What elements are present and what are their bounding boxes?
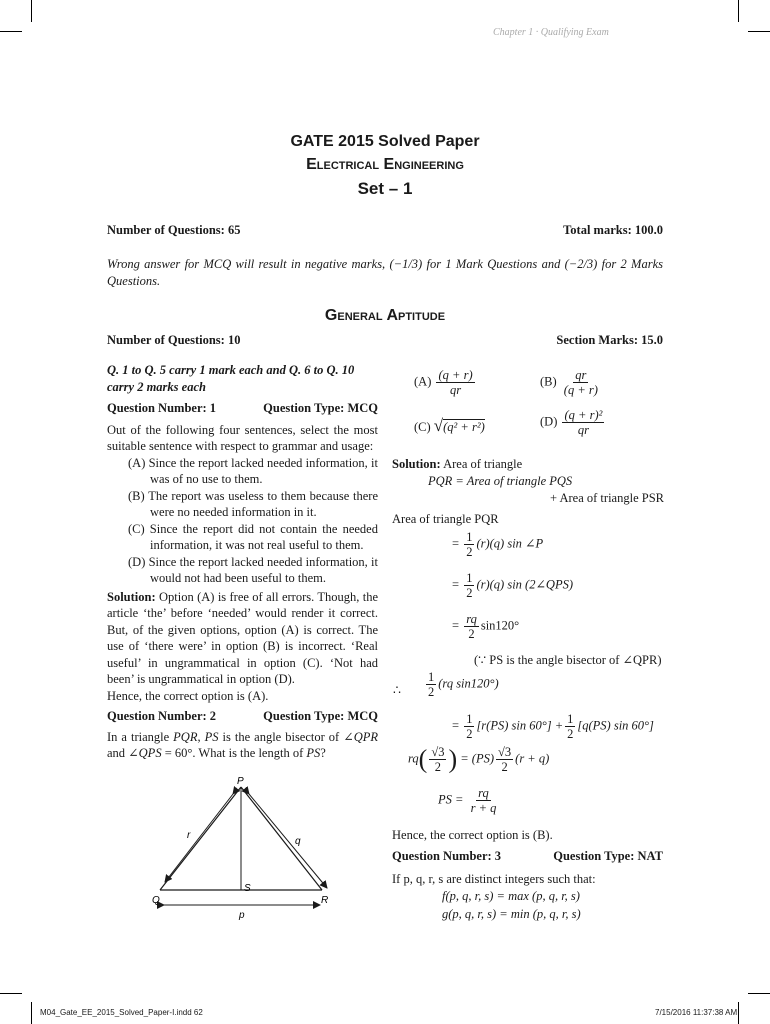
q1-option: (C) Since the report did not contain the needed information, it was not real useful to them. xyxy=(128,521,378,552)
instructions: Wrong answer for MCQ will result in negative marks, (−1/3) for 1 Mark Questions and (−2/3) for 2 Marks Questions. xyxy=(107,257,663,288)
left-column xyxy=(107,362,378,762)
q3-text: If p, q, r, s are distinct integers such that: xyxy=(392,872,596,886)
label-r-side: r xyxy=(187,830,191,841)
q1-option: (B) The report was useless to them because there were no needed information in it. xyxy=(128,488,378,519)
triangle-diagram xyxy=(140,772,350,922)
q2-answer: Hence, the correct option is (B). xyxy=(392,828,553,842)
q3-function-g: g(p, q, r, s) = min (p, q, r, s) xyxy=(442,907,581,921)
crop-mark xyxy=(31,1002,32,1024)
crop-mark xyxy=(0,31,22,32)
solution-text: Option (A) is free of all errors. Though, the article ‘the’ before ‘needed’ would render it correct. But, of the given options, option (A) is correct. The use of ‘there were’ in option (B) is incorrect. ‘Real useful’ in ungrammatical in option (C). ‘Not had been’ is ungrammatical in option (D). xyxy=(107,589,379,686)
option-b: (B) $\frac{qr}{(q + r)}$ xyxy=(540,368,598,397)
marks-note: Q. 1 to Q. 5 carry 1 mark each and Q. 6 to Q. 10 carry 2 marks each xyxy=(107,363,355,394)
q2-solution-line: PQR = Area of triangle PQS xyxy=(428,474,573,488)
equation-6: rq( $\frac{√3}{2}$ ) = (PS) $\frac{√3}{2}$ (r + q) xyxy=(408,744,550,774)
label-r-vertex: R xyxy=(321,895,329,906)
q1-solution xyxy=(107,589,378,688)
q1-answer: Hence, the correct option is (A). xyxy=(107,688,269,703)
equation-7: PS = $\frac{rq}{r + q}$ xyxy=(438,786,497,815)
arrow-r xyxy=(165,794,233,882)
option-d: (D) $\frac{\text{(q + r)²}}{qr}$ xyxy=(540,408,603,437)
q1-option: (D) Since the report lacked needed information, it would not had been useful to them. xyxy=(128,554,378,585)
section-meta xyxy=(107,332,663,349)
crop-mark xyxy=(738,0,739,22)
q1-option: (A) Since the report lacked needed information, it was of no use to them. xyxy=(128,455,378,486)
option-a: (A) $\frac{(q + r)}{qr}$ xyxy=(414,368,473,397)
paper-subject: Electrical Engineering xyxy=(306,156,464,173)
q2-type: Question Type: MCQ xyxy=(263,709,378,723)
label-q-vertex: Q xyxy=(152,895,160,906)
crop-mark xyxy=(0,993,22,994)
equation-3: = $\frac{rq}{2}$ sin120° xyxy=(452,612,520,641)
q1-text: Out of the following four sentences, select the most suitable sentence with respect to grammar and usage: xyxy=(107,422,378,453)
label-p-vertex: P xyxy=(237,776,244,787)
q2-header xyxy=(107,708,378,725)
label-s-point: S xyxy=(244,883,251,894)
footer-file: M04_Gate_EE_2015_Solved_Paper-I.indd 62 xyxy=(40,1008,203,1017)
q3-type: Question Type: NAT xyxy=(553,849,663,863)
solution-label: Solution: xyxy=(107,589,156,604)
crop-mark xyxy=(738,1002,739,1024)
q1-header xyxy=(107,400,378,417)
paper-meta xyxy=(107,222,663,239)
crop-mark xyxy=(748,31,770,32)
q3-function-f: f(p, q, r, s) = max (p, q, r, s) xyxy=(442,889,580,903)
section-num-questions: Number of Questions: 10 xyxy=(107,333,241,347)
crop-mark xyxy=(31,0,32,22)
total-marks: Total marks: 100.0 xyxy=(563,223,663,237)
paper-set: Set – 1 xyxy=(357,179,413,198)
section-title: General Aptitude xyxy=(324,307,446,324)
section-marks: Section Marks: 15.0 xyxy=(556,333,663,347)
q1-number: Question Number: 1 xyxy=(107,401,217,415)
q2-solution-line: Area of triangle PQR xyxy=(392,512,499,526)
q2-text: In a triangle PQR, PS is the angle bisector of ∠QPR and ∠QPS = 60°. What is the length of PS? xyxy=(107,729,379,760)
num-questions: Number of Questions: 65 xyxy=(107,223,241,237)
q3-number: Question Number: 3 xyxy=(392,849,502,863)
running-head: Chapter 1 · Qualifying Exam xyxy=(493,27,609,38)
q1-type: Question Type: MCQ xyxy=(263,401,378,415)
label-q-side: q xyxy=(295,836,301,847)
q2-number: Question Number: 2 xyxy=(107,709,217,723)
q2-solution-intro: Solution: Area of triangle xyxy=(392,457,523,471)
equation-5: = $\frac{1}{2}$ [r(PS) sin 60°] + $\frac{1}{2}$ [q(PS) sin 60°] xyxy=(452,712,654,741)
because-note: (∵ PS is the angle bisector of ∠QPR) xyxy=(474,653,662,667)
equation-1: = $\frac{1}{2}$ (r)(q) sin ∠P xyxy=(452,530,544,559)
therefore-sign: ∴ xyxy=(393,683,401,697)
paper-title: GATE 2015 Solved Paper xyxy=(290,133,480,150)
arrow-q xyxy=(249,794,327,888)
q3-header xyxy=(392,848,663,865)
footer-stamp: 7/15/2016 11:37:38 AM xyxy=(655,1008,738,1017)
label-p-side: p xyxy=(239,910,245,921)
option-c: (C) √(q² + r²) xyxy=(414,416,485,435)
equation-2: = $\frac{1}{2}$ (r)(q) sin (2∠QPS) xyxy=(452,571,574,600)
crop-mark xyxy=(748,993,770,994)
q2-solution-line: + Area of triangle PSR xyxy=(550,491,664,505)
equation-4: $\frac{1}{2}$ (rq sin120°) xyxy=(428,670,499,699)
side-pq xyxy=(160,787,241,890)
side-pr xyxy=(241,787,322,890)
